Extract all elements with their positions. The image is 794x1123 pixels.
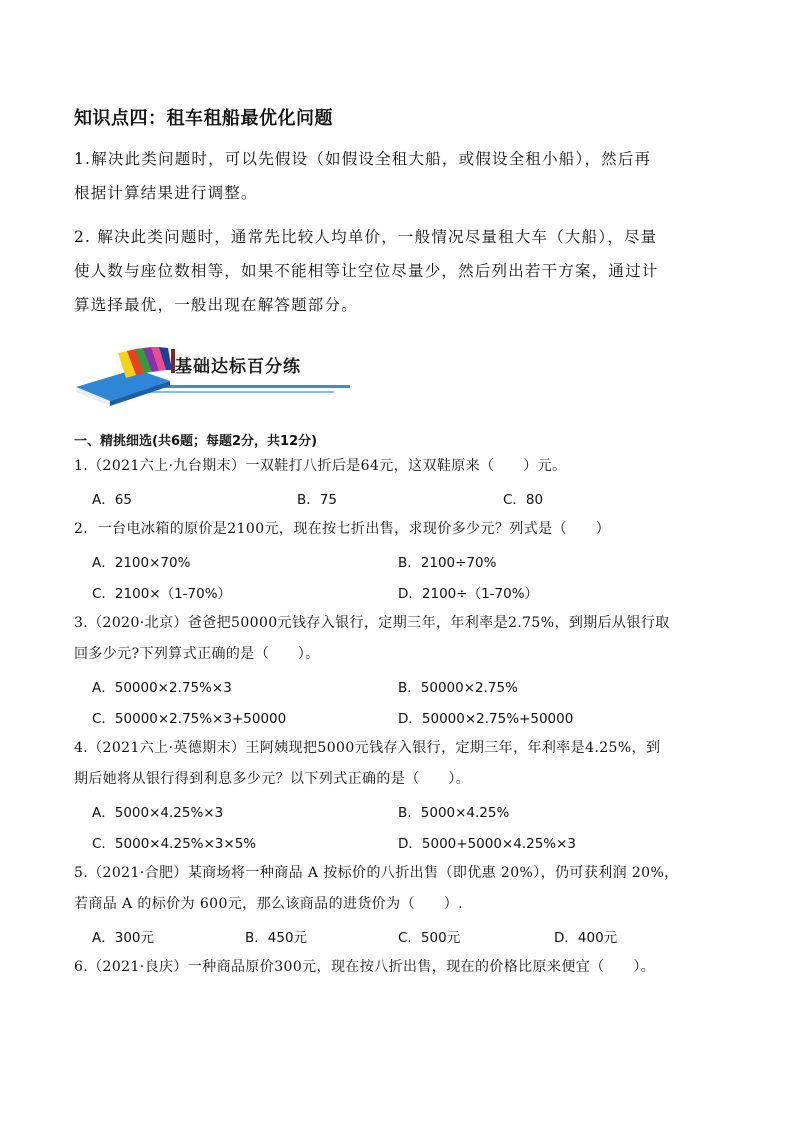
question-3-line-1: 3.（2020·北京）爸爸把50000元钱存入银行，定期三年，年利率是2.75%，到期后从银行取 bbox=[74, 615, 670, 631]
question-4-line-1: 4.（2021六上·英德期末）王阿姨现把5000元钱存入银行，定期三年，年利率是4.25%，到 bbox=[74, 740, 661, 756]
tip-1-line-2: 根据计算结果进行调整。 bbox=[74, 184, 258, 202]
tip-2-line-2: 使人数与座位数相等，如果不能相等让空位尽量少，然后列出若干方案，通过计 bbox=[74, 262, 659, 280]
q5-option-c: C．500元 bbox=[398, 930, 461, 946]
q5-option-d: D．400元 bbox=[554, 930, 618, 946]
q3-option-d: D．50000×2.75%+50000 bbox=[398, 711, 574, 727]
q1-option-b: B．75 bbox=[297, 492, 337, 508]
q4-option-c: C．5000×4.25%×3×5% bbox=[92, 836, 257, 852]
q1-option-c: C．80 bbox=[503, 492, 544, 508]
tip-paragraph-1 bbox=[74, 142, 722, 210]
q2-option-a: A．2100×70% bbox=[92, 555, 191, 571]
tip-2-line-3: 算选择最优，一般出现在解答题部分。 bbox=[74, 296, 358, 314]
tip-paragraph-2 bbox=[74, 220, 722, 322]
question-4-line-2: 期后她将从银行得到利息多少元？以下列式正确的是（ ）。 bbox=[74, 771, 471, 787]
question-2: 2．一台电冰箱的原价是2100元，现在按七折出售，求现价多少元？列式是（ ） bbox=[74, 521, 611, 537]
q1-option-a: A．65 bbox=[92, 492, 132, 508]
q3-option-a: A．50000×2.75%×3 bbox=[92, 680, 232, 696]
tip-1-line-1: 1.解决此类问题时，可以先假设（如假设全租大船，或假设全租小船），然后再 bbox=[74, 150, 652, 168]
question-5-line-2: 若商品 A 的标价为 600元，那么该商品的进货价为（ ）. bbox=[74, 896, 464, 912]
q5-option-a: A．300元 bbox=[92, 930, 155, 946]
q2-option-c: C．2100×（1-70%） bbox=[92, 586, 232, 602]
q3-option-c: C．50000×2.75%×3+50000 bbox=[92, 711, 287, 727]
q3-option-b: B．50000×2.75% bbox=[398, 680, 518, 696]
banner-label: 基础达标百分练 bbox=[175, 357, 301, 377]
knowledge-point-heading: 知识点四：租车租船最优化问题 bbox=[74, 108, 333, 129]
question-5-line-1: 5.（2021·合肥）某商场将一种商品 A 按标价的八折出售（即优惠 20%），仍可获利润 20%， bbox=[74, 865, 679, 881]
q4-option-b: B．5000×4.25% bbox=[398, 805, 510, 821]
question-3-line-2: 回多少元?下列算式正确的是（ ）。 bbox=[74, 646, 320, 662]
tip-2-line-1: 2. 解决此类问题时，通常先比较人均单价，一般情况尽量租大车（大船），尽量 bbox=[74, 228, 658, 246]
question-6: 6.（2021·良庆）一种商品原价300元，现在按八折出售，现在的价格比原来便宜（ ）。 bbox=[74, 959, 656, 975]
q2-option-d: D．2100÷（1-70%） bbox=[398, 586, 539, 602]
question-1: 1.（2021六上·九台期末）一双鞋打八折后是64元，这双鞋原来（ ）元。 bbox=[74, 458, 567, 474]
q4-option-d: D．5000+5000×4.25%×3 bbox=[398, 836, 577, 852]
section-banner bbox=[74, 345, 364, 407]
q5-option-b: B．450元 bbox=[245, 930, 308, 946]
q2-option-b: B．2100÷70% bbox=[398, 555, 497, 571]
section-title: 一、精挑细选(共6题；每题2分，共12分) bbox=[74, 434, 318, 449]
q4-option-a: A．5000×4.25%×3 bbox=[92, 805, 224, 821]
